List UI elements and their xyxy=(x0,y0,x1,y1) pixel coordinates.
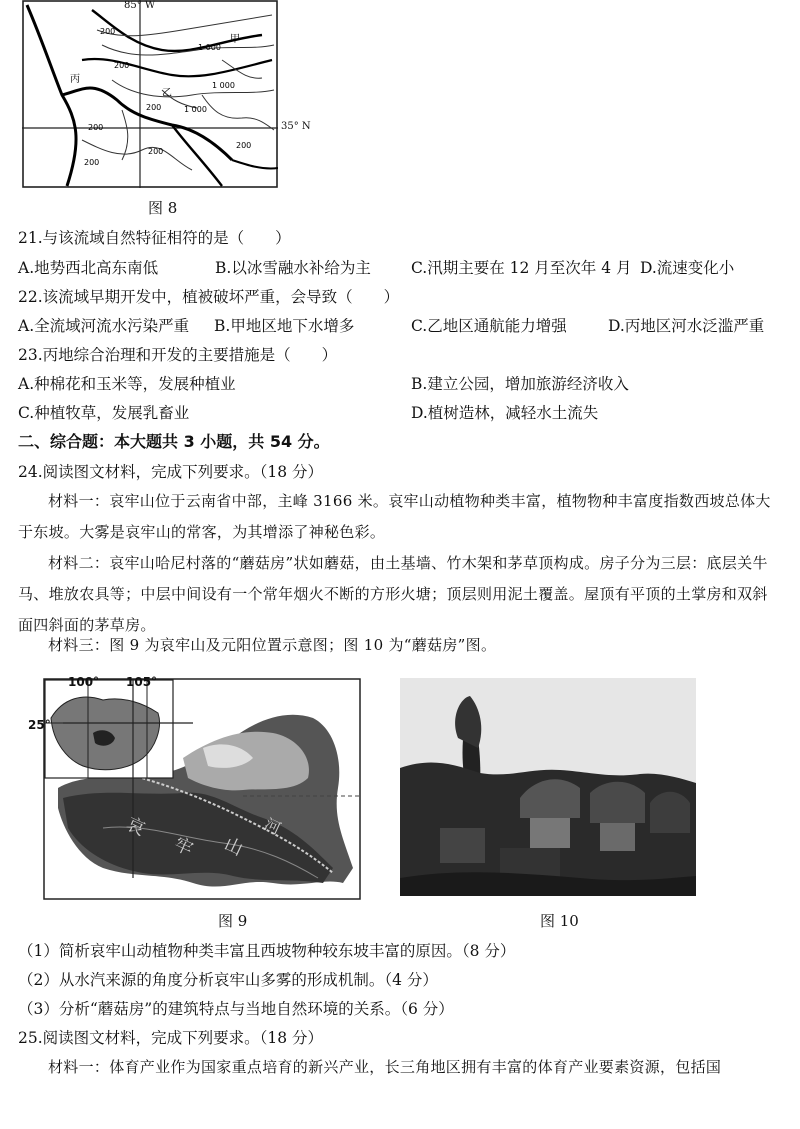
region-label-bing: 丙 xyxy=(70,74,80,85)
contour-label: 200 xyxy=(84,158,100,167)
q21-option-c: C.汛期主要在 12 月至次年 4 月 xyxy=(411,259,632,277)
q23-stem: 23.丙地综合治理和开发的主要措施是（ ） xyxy=(18,346,338,364)
fig9-map-text: 河 xyxy=(261,814,284,839)
contour-label: 200 xyxy=(88,123,104,132)
q21-option-d: D.流速变化小 xyxy=(640,259,735,277)
fig9-lat-label-25: 25° xyxy=(28,718,51,732)
region-label-jia: 甲 xyxy=(230,34,240,45)
contour-label: 200 xyxy=(100,27,116,36)
q23-option-a: A.种棉花和玉米等，发展种植业 xyxy=(18,375,236,393)
q22-option-b: B.甲地区地下水增多 xyxy=(214,317,355,335)
q22-stem: 22.该流域早期开发中，植被破坏严重，会导致（ ） xyxy=(18,288,400,306)
fig9-map-text: 哀 xyxy=(122,813,149,841)
figure-8-caption: 图 8 xyxy=(148,199,178,217)
region-label-yi: 乙 xyxy=(162,88,172,99)
contour-label: 1 000 xyxy=(184,105,207,114)
q25-material-1: 材料一：体育产业作为国家重点培育的新兴产业，长三角地区拥有丰富的体育产业要素资源，包括国 xyxy=(48,1058,722,1076)
q24-sub-1: （1）简析哀牢山动植物种类丰富且西坡物种较东坡丰富的原因。（8 分） xyxy=(18,942,516,960)
fig9-lon-label-105: 105° xyxy=(126,675,158,689)
q22-option-c: C.乙地区通航能力增强 xyxy=(411,317,567,335)
contour-label: 200 xyxy=(236,141,252,150)
q23-option-b: B.建立公园，增加旅游经济收入 xyxy=(411,375,629,393)
contour-label: 200 xyxy=(114,61,130,70)
fig9-lon-label-100: 100° xyxy=(68,675,100,689)
q21-option-b: B.以冰雪融水补给为主 xyxy=(215,259,371,277)
contour-label: 1 000 xyxy=(198,43,221,52)
contour-label: 1 000 xyxy=(212,81,235,90)
q24-material-2: 材料二：哀牢山哈尼村落的“蘑菇房”状如蘑菇，由土基墙、竹木架和茅草顶构成。房子分为三层：底层关牛马、堆放农具等；中层中间设有一个常年烟火不断的方形火塘；顶层则用泥土覆盖。屋顶有平顶的土掌房和双斜面四斜面的茅草房。 xyxy=(18,554,768,634)
figure-9-map xyxy=(43,678,361,900)
q24-sub-3: （3）分析“蘑菇房”的建筑特点与当地自然环境的关系。（6 分） xyxy=(18,1000,454,1018)
q25-stem: 25.阅读图文材料，完成下列要求。（18 分） xyxy=(18,1029,324,1047)
q24-material-1: 材料一：哀牢山位于云南省中部，主峰 3166 米。哀牢山动植物种类丰富，植物物种丰富度指数西坡总体大于东坡。大雾是哀牢山的常客，为其增添了神秘色彩。 xyxy=(18,492,771,541)
fig9-map-text: 牢 xyxy=(170,833,197,861)
q23-option-d: D.植树造林，减轻水土流失 xyxy=(411,404,599,422)
contour-label: 200 xyxy=(146,103,162,112)
longitude-label: 85° W xyxy=(124,0,156,11)
q24-sub-2: （2）从水汽来源的角度分析哀牢山多雾的形成机制。（4 分） xyxy=(18,971,438,989)
q21-option-a: A.地势西北高东南低 xyxy=(18,259,159,277)
figure-10-photo xyxy=(400,678,696,896)
figure-9-caption: 图 9 xyxy=(218,912,248,930)
latitude-label-text: 35° N xyxy=(281,121,311,132)
q21-stem: 21.与该流域自然特征相符的是（ ） xyxy=(18,229,291,247)
contour-label: 200 xyxy=(148,147,164,156)
figure-10-caption: 图 10 xyxy=(540,912,579,930)
q22-option-a: A.全流域河流水污染严重 xyxy=(18,317,190,335)
q23-option-c: C.种植牧草，发展乳畜业 xyxy=(18,404,190,422)
section-2-heading: 二、综合题：本大题共 3 小题，共 54 分。 xyxy=(18,432,330,451)
q24-material-3: 材料三：图 9 为哀牢山及元阳位置示意图；图 10 为“蘑菇房”图。 xyxy=(48,636,497,654)
q24-stem: 24.阅读图文材料，完成下列要求。（18 分） xyxy=(18,463,324,481)
q22-option-d: D.丙地区河水泛滥严重 xyxy=(608,317,765,335)
figure-8-map xyxy=(22,0,278,188)
fig9-map-text: 山 xyxy=(220,833,247,861)
